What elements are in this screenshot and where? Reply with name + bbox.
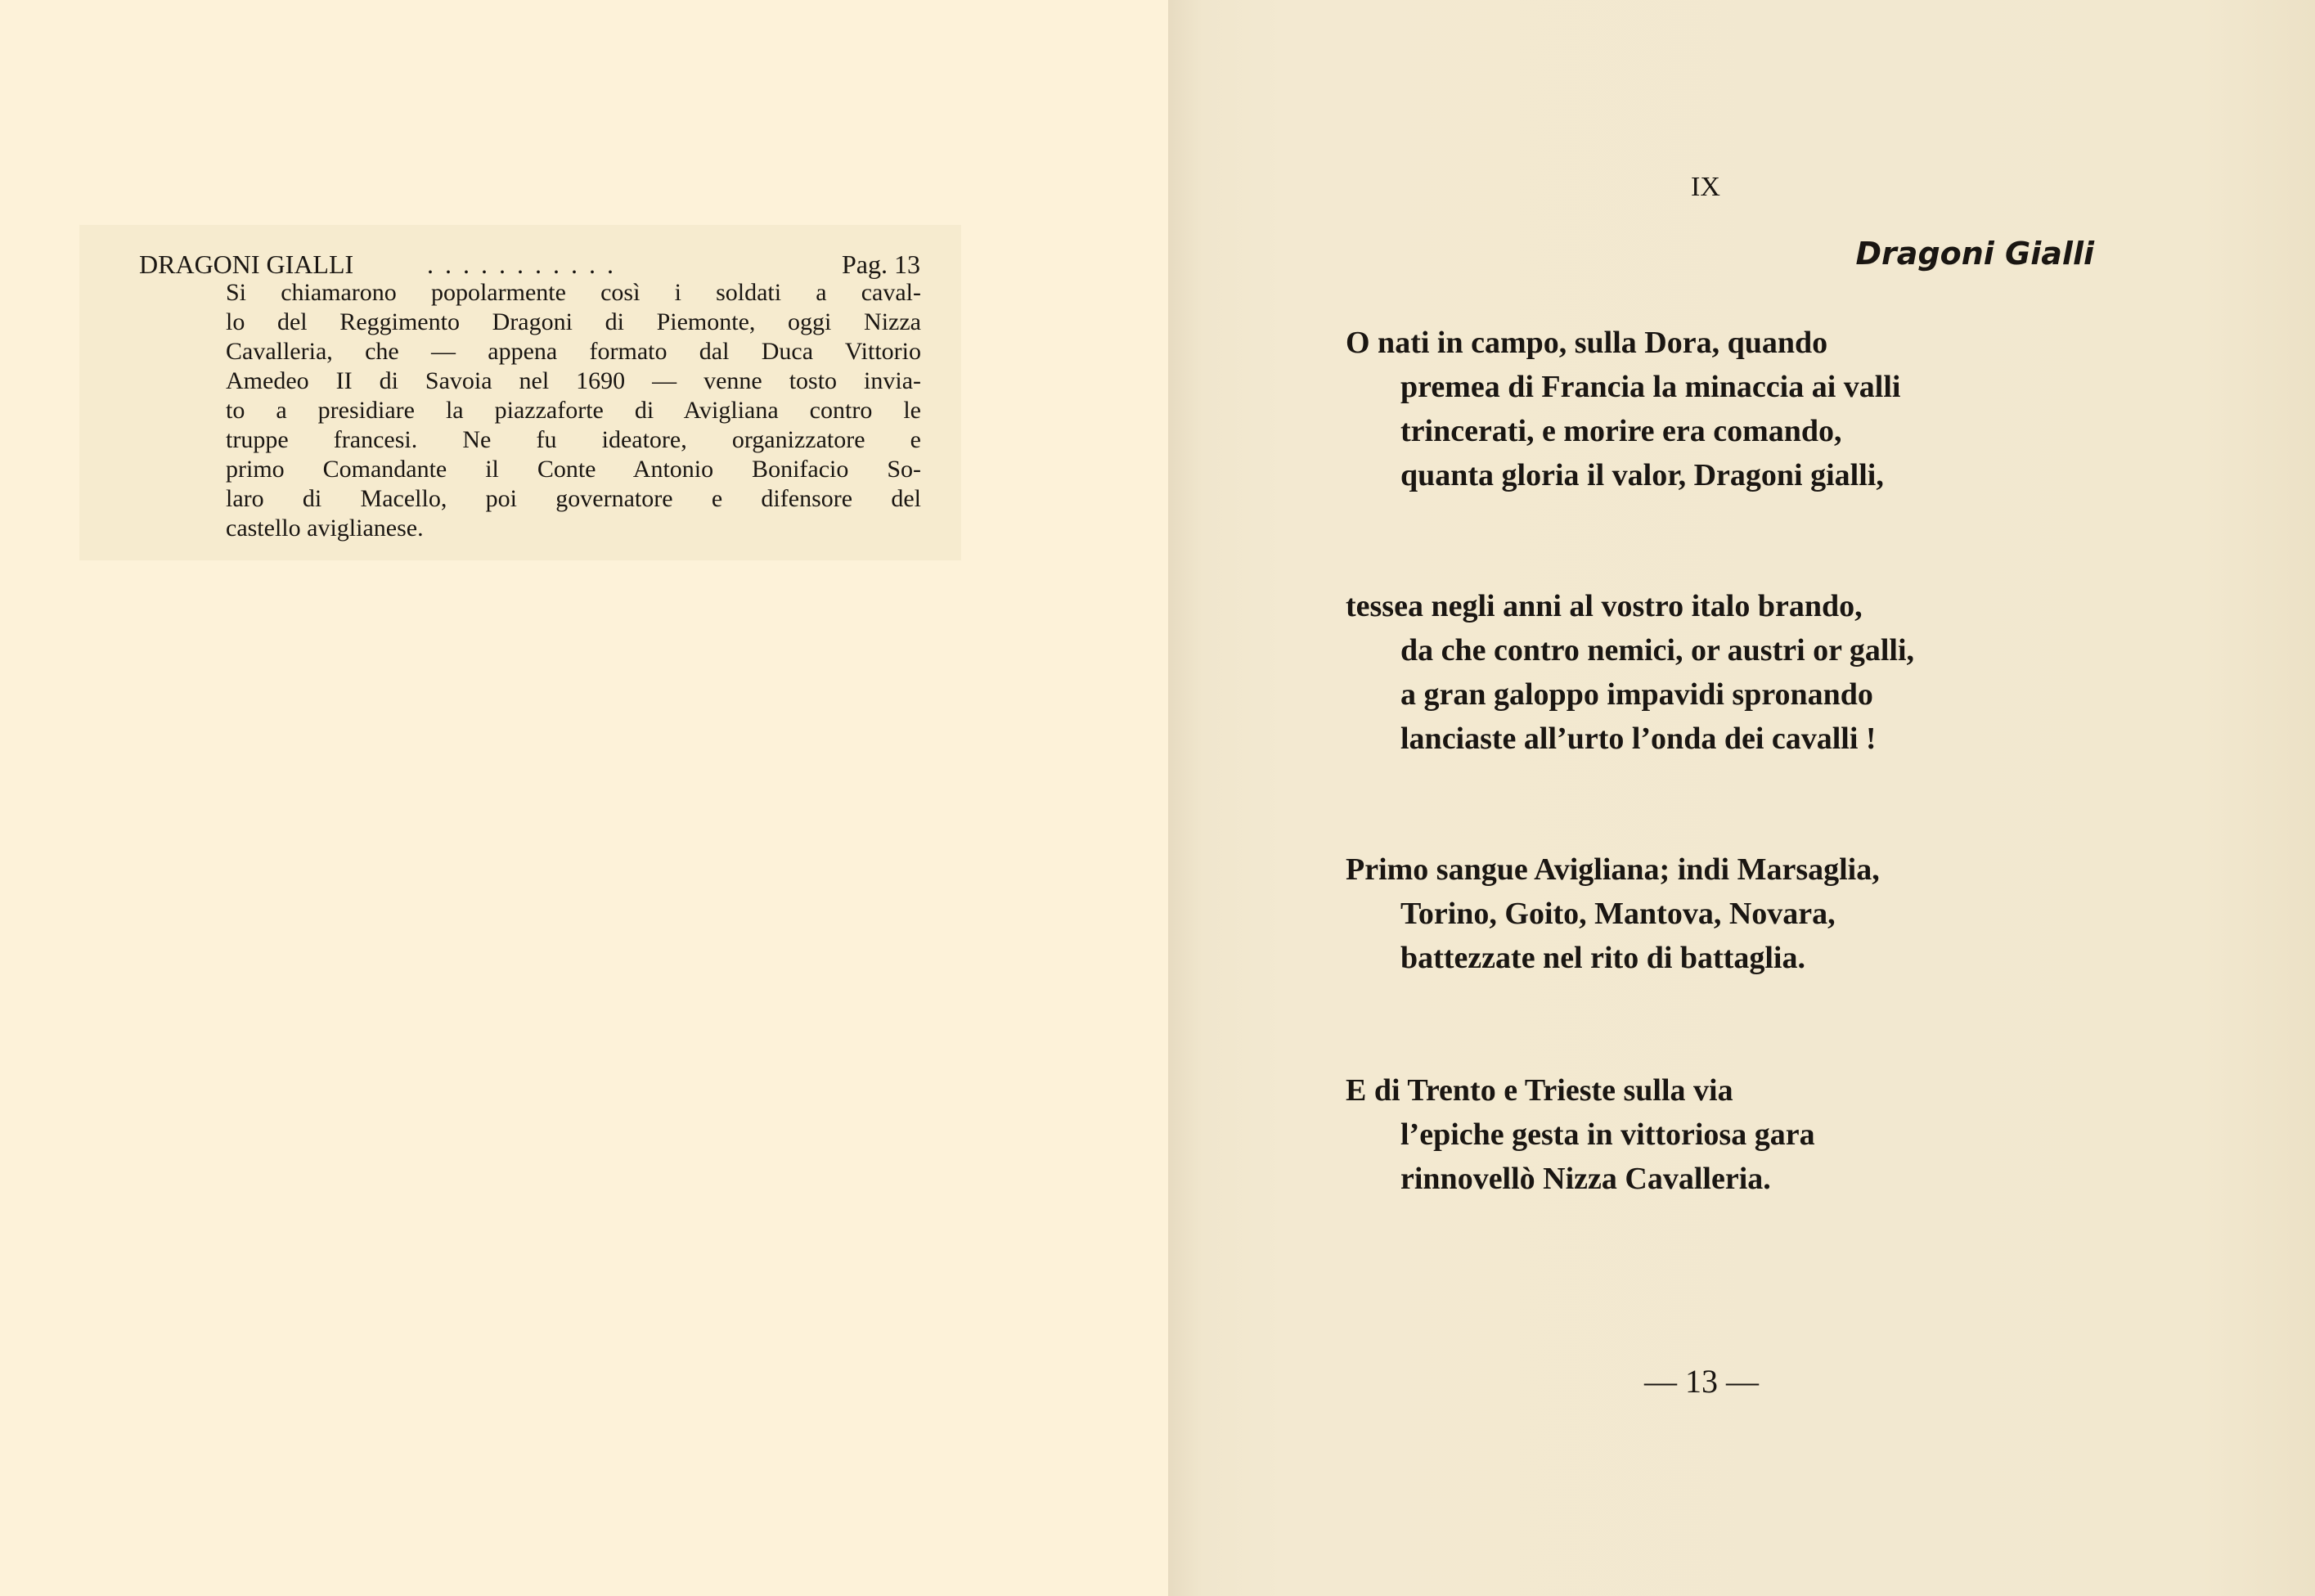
verse: lanciaste all’urto l’onda dei cavalli ! <box>1400 722 1877 756</box>
note-line: Cavalleria, che — appena formato dal Duca Vittorio <box>226 338 921 365</box>
note-line: Amedeo II di Savoia nel 1690 — venne tosto invia- <box>226 367 921 394</box>
note-line: castello aviglianese. <box>226 515 424 542</box>
verse: Primo sangue Avigliana; indi Marsaglia, <box>1346 852 1880 887</box>
note-title: DRAGONI GIALLI <box>139 250 354 279</box>
verse: a gran galoppo impavidi spronando <box>1400 677 1873 712</box>
note-line: laro di Macello, poi governatore e difensore del <box>226 485 921 512</box>
poem-title: Dragoni Gialli <box>1855 236 2094 272</box>
verse: battezzate nel rito di battaglia. <box>1400 941 1805 975</box>
verse: tessea negli anni al vostro italo brando, <box>1346 589 1863 623</box>
note-line: Si chiamarono popolarmente così i soldati a caval- <box>226 279 921 306</box>
verse: trincerati, e morire era comando, <box>1400 414 1842 448</box>
stanza-4 <box>1346 1068 2082 1201</box>
poem <box>1346 321 2082 1288</box>
verse: da che contro nemici, or austri or galli, <box>1400 633 1915 668</box>
note-page-ref: Pag. 13 <box>842 250 920 279</box>
stanza-2 <box>1346 584 2082 761</box>
stanza-3 <box>1346 847 2082 980</box>
note-line: primo Comandante il Conte Antonio Bonifacio So- <box>226 456 921 483</box>
verse: Torino, Goito, Mantova, Novara, <box>1400 897 1836 931</box>
page-number: — 13 — <box>1644 1363 1759 1400</box>
note-heading <box>139 248 920 281</box>
verse: premea di Francia la minaccia ai valli <box>1400 370 1901 404</box>
note-body <box>226 278 921 543</box>
note-line: lo del Reggimento Dragoni di Piemonte, oggi Nizza <box>226 308 921 335</box>
verse: rinnovellò Nizza Cavalleria. <box>1400 1162 1771 1196</box>
stanza-1 <box>1346 321 2082 497</box>
verse: O nati in campo, sulla Dora, quando <box>1346 326 1828 360</box>
roman-numeral: IX <box>1691 172 1720 202</box>
note-leader-dots: ........... <box>427 250 625 279</box>
note-line: to a presidiare la piazzaforte di Avigliana contro le <box>226 397 921 424</box>
note-line: truppe francesi. Ne fu ideatore, organizzatore e <box>226 426 921 453</box>
verse: quanta gloria il valor, Dragoni gialli, <box>1400 458 1884 492</box>
verse: l’epiche gesta in vittoriosa gara <box>1400 1117 1815 1152</box>
verse: E di Trento e Trieste sulla via <box>1346 1073 1733 1108</box>
